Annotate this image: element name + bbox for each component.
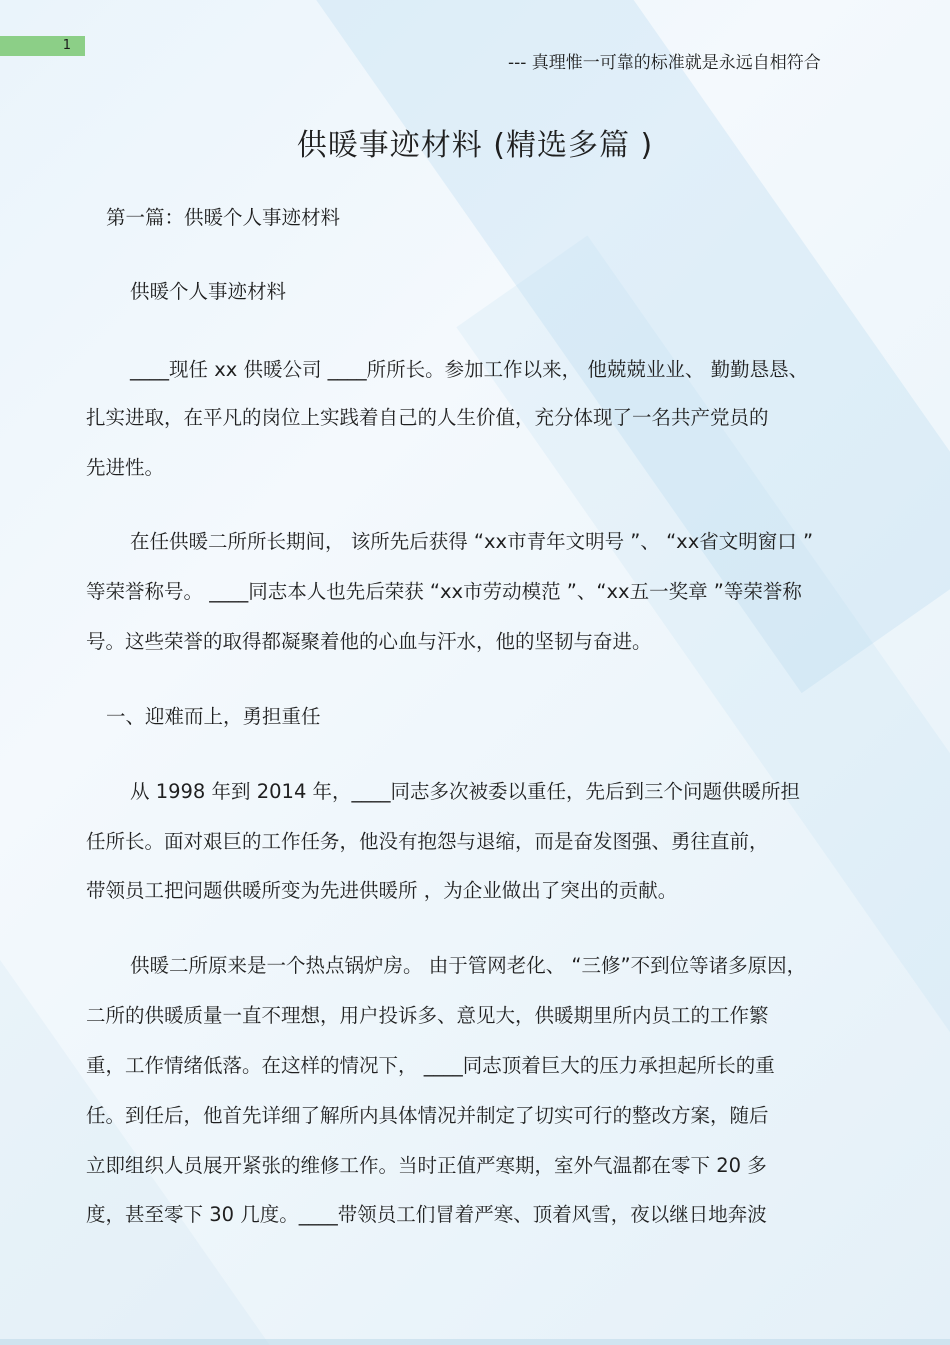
paragraph-1-line-2: 扎实进取，在平凡的岗位上实践着自己的人生价值，充分体现了一名共产党员的 xyxy=(86,406,769,429)
paragraph-4-line-5: 立即组织人员展开紧张的维修工作。当时正值严寒期，室外气温都在零下 20 多 xyxy=(86,1154,767,1177)
paragraph-4-line-4: 任。到任后，他首先详细了解所内具体情况并制定了切实可行的整改方案，随后 xyxy=(86,1104,769,1127)
paragraph-4-line-6: 度，甚至零下 30 几度。____带领员工们冒着严寒、顶着风雪，夜以继日地奔波 xyxy=(86,1203,767,1226)
paragraph-2-line-1: 在任供暖二所所长期间， 该所先后获得 “xx市青年文明号 ”、 “xx省文明窗口 ” xyxy=(130,530,814,553)
paragraph-4-line-3: 重，工作情绪低落。在这样的情况下， ____同志顶着巨大的压力承担起所长的重 xyxy=(86,1054,775,1077)
subheading: 供暖个人事迹材料 xyxy=(130,280,287,303)
subsection-heading-1: 一、迎难而上，勇担重任 xyxy=(106,705,321,728)
paragraph-1-line-1: ____现任 xx 供暖公司 ____所所长。参加工作以来， 他兢兢业业、 勤勤恳恳、 xyxy=(130,358,809,381)
paragraph-3-line-2: 任所长。面对艰巨的工作任务，他没有抱怨与退缩，而是奋发图强、勇往直前， xyxy=(86,830,769,853)
paragraph-2-line-3: 号。这些荣誉的取得都凝聚着他的心血与汗水，他的坚韧与奋进。 xyxy=(86,630,652,653)
paragraph-4-line-1: 供暖二所原来是一个热点锅炉房。 由于管网老化、 “三修”不到位等诸多原因， xyxy=(130,954,807,977)
document-title: 供暖事迹材料 (精选多篇 ) xyxy=(296,128,654,163)
page-number-tab: 1 xyxy=(0,36,85,56)
section-heading: 第一篇：供暖个人事迹材料 xyxy=(106,206,341,229)
paragraph-3-line-1: 从 1998 年到 2014 年，____同志多次被委以重任，先后到三个问题供暖所担 xyxy=(130,780,801,803)
bottom-rule xyxy=(0,1339,950,1345)
paragraph-2-line-2: 等荣誉称号。 ____同志本人也先后荣获 “xx市劳动模范 ”、“xx五一奖章 ”等荣誉称 xyxy=(86,580,802,603)
paragraph-3-line-3: 带领员工把问题供暖所变为先进供暖所 ，为企业做出了突出的贡献。 xyxy=(86,879,678,902)
paragraph-1-line-3: 先进性。 xyxy=(86,456,165,479)
header-motto: --- 真理惟一可靠的标准就是永远自相符合 xyxy=(508,53,821,73)
paragraph-4-line-2: 二所的供暖质量一直不理想，用户投诉多、意见大，供暖期里所内员工的工作繁 xyxy=(86,1004,769,1027)
